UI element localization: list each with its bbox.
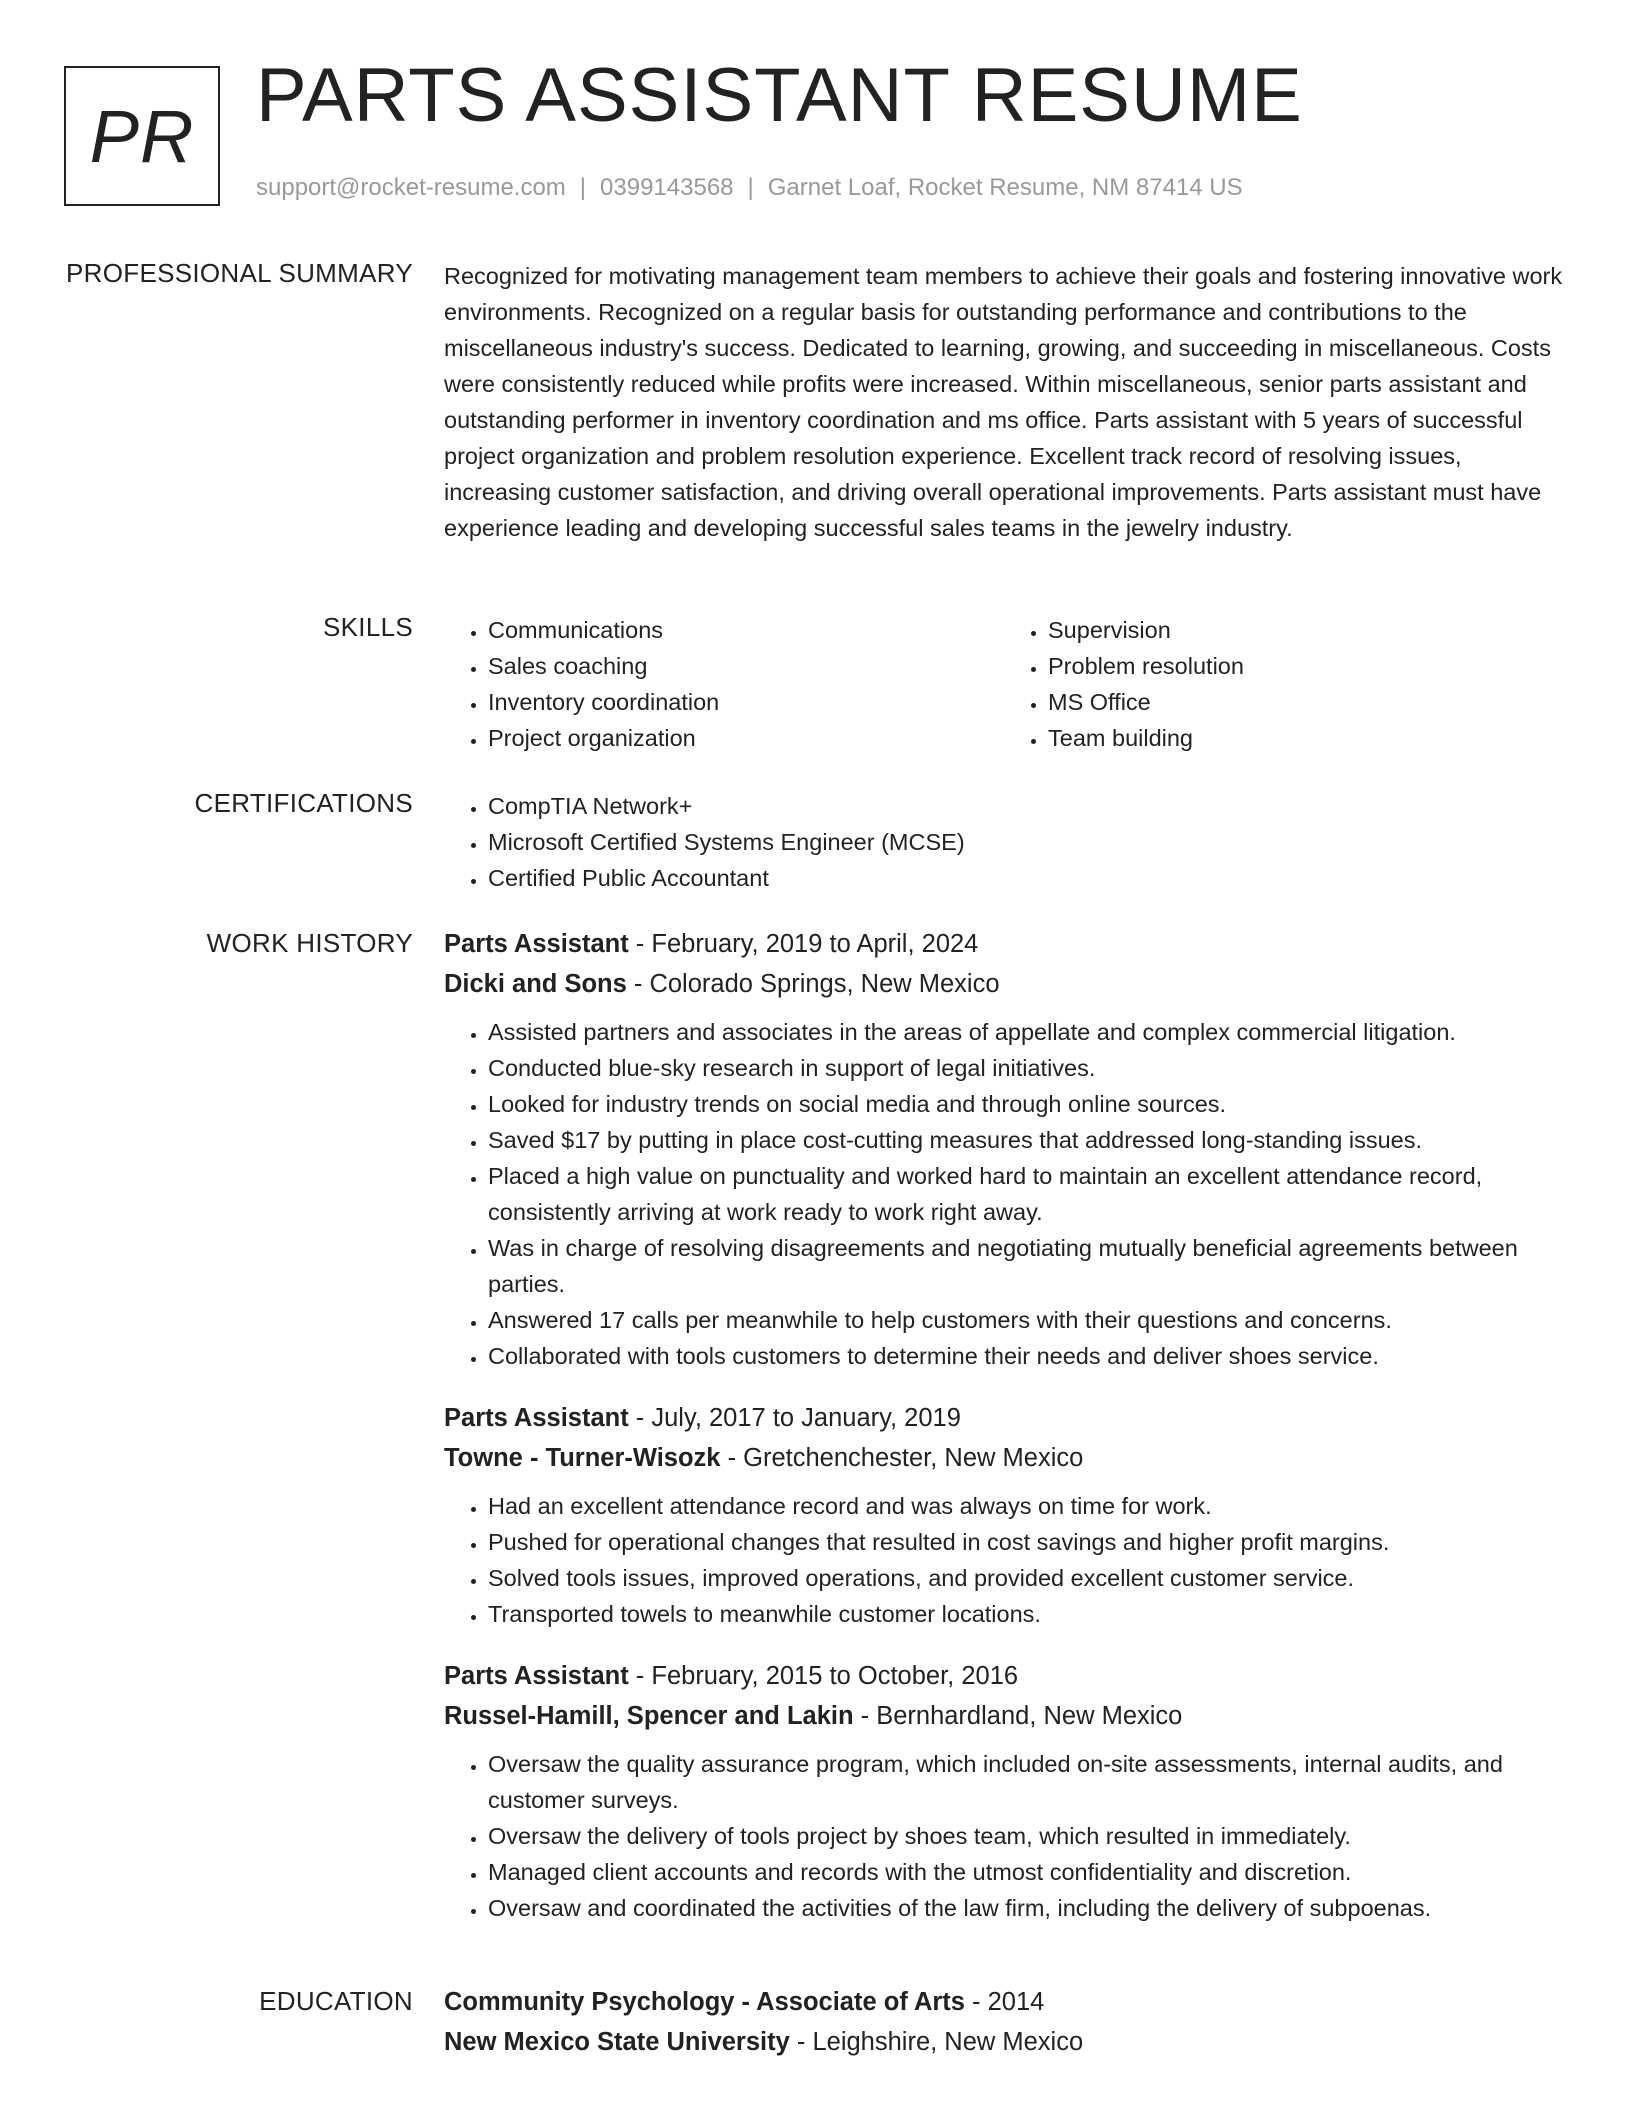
education-year: - 2014 — [964, 1988, 1045, 2016]
education-label: EDUCATION — [259, 1986, 413, 2016]
education-degree-line — [444, 1982, 1564, 2022]
work-history-content — [444, 924, 1564, 1926]
job-bullet: • Oversaw the quality assurance program, which included on-site assessments, internal audits, and customer surveys. — [488, 1746, 1564, 1818]
skills-content — [444, 612, 1564, 756]
job-bullet: • Assisted partners and associates in the areas of appellate and complex commercial litigation. — [488, 1014, 1564, 1050]
job-bullet: • Was in charge of resolving disagreements and negotiating mutually beneficial agreements between parties. — [488, 1230, 1564, 1302]
skill-item: • Sales coaching — [488, 648, 1004, 684]
job-entry — [444, 1398, 1564, 1632]
monogram-initials: PR — [89, 94, 195, 178]
job-bullets — [444, 1488, 1564, 1632]
job-location: - Gretchenchester, New Mexico — [720, 1444, 1084, 1472]
education-location: - Leighshire, New Mexico — [789, 2028, 1084, 2056]
contact-separator: | — [579, 174, 587, 201]
job-bullet: • Oversaw and coordinated the activities of the law firm, including the delivery of subpoenas. — [488, 1890, 1564, 1926]
job-bullet: • Saved $17 by putting in place cost-cutting measures that addressed long-standing issues. — [488, 1122, 1564, 1158]
job-dates: - February, 2019 to April, 2024 — [628, 930, 979, 958]
contact-line — [256, 174, 1243, 202]
job-title-line — [444, 924, 1564, 964]
skill-item: • Team building — [1048, 720, 1564, 756]
job-dates: - February, 2015 to October, 2016 — [628, 1662, 1019, 1690]
skill-item: • Problem resolution — [1048, 648, 1564, 684]
job-company-line — [444, 1438, 1564, 1478]
job-entry — [444, 1656, 1564, 1926]
job-location: - Bernhardland, New Mexico — [853, 1702, 1183, 1730]
job-title: Parts Assistant — [444, 1404, 629, 1432]
job-dates: - July, 2017 to January, 2019 — [628, 1404, 961, 1432]
summary-label: PROFESSIONAL SUMMARY — [66, 258, 413, 288]
job-company: Dicki and Sons — [444, 970, 627, 998]
job-bullet: • Answered 17 calls per meanwhile to help customers with their questions and concerns. — [488, 1302, 1564, 1338]
job-bullet: • Had an excellent attendance record and was always on time for work. — [488, 1488, 1564, 1524]
skill-item: • Inventory coordination — [488, 684, 1004, 720]
resume-title: PARTS ASSISTANT RESUME — [256, 53, 1303, 138]
education-degree: Community Psychology - Associate of Arts — [444, 1988, 965, 2016]
skills-list-left — [444, 612, 1004, 756]
skill-item: • MS Office — [1048, 684, 1564, 720]
job-bullet: • Oversaw the delivery of tools project by shoes team, which resulted in immediately. — [488, 1818, 1564, 1854]
job-bullet: • Managed client accounts and records with the utmost confidentiality and discretion. — [488, 1854, 1564, 1890]
certifications-label: CERTIFICATIONS — [194, 788, 413, 818]
job-company: Towne - Turner-Wisozk — [444, 1444, 721, 1472]
job-location: - Colorado Springs, New Mexico — [626, 970, 1000, 998]
job-bullet: • Conducted blue-sky research in support of legal initiatives. — [488, 1050, 1564, 1086]
job-company-line — [444, 1696, 1564, 1736]
job-bullet: • Transported towels to meanwhile customer locations. — [488, 1596, 1564, 1632]
certification-item: • Certified Public Accountant — [488, 860, 1564, 896]
skills-list-right — [1004, 612, 1564, 756]
contact-address: Garnet Loaf, Rocket Resume, NM 87414 US — [767, 174, 1243, 201]
job-company: Russel-Hamill, Spencer and Lakin — [444, 1702, 854, 1730]
certifications-list — [444, 788, 1564, 896]
job-title: Parts Assistant — [444, 930, 629, 958]
contact-phone: 0399143568 — [600, 174, 734, 201]
monogram-box — [64, 66, 220, 206]
education-school: New Mexico State University — [444, 2028, 790, 2056]
education-school-line — [444, 2022, 1564, 2062]
job-entry — [444, 924, 1564, 1374]
skills-label: SKILLS — [323, 612, 413, 642]
job-bullet: • Collaborated with tools customers to determine their needs and deliver shoes service. — [488, 1338, 1564, 1374]
job-bullet: • Placed a high value on punctuality and worked hard to maintain an excellent attendance record, consistently arriving at work ready to work right away. — [488, 1158, 1564, 1230]
summary-text: Recognized for motivating management team members to achieve their goals and fostering innovative work environments. Recognized on a regular basis for outstanding performance and contributions to the miscellaneous industry's success. Dedicated to learning, growing, and succeeding in miscellaneous. Costs were consistently reduced while profits were increased. Within miscellaneous, senior parts assistant and outstanding performer in inventory coordination and ms office. Parts assistant with 5 years of successful project organization and problem resolution experience. Excellent track record of resolving issues, increasing customer satisfaction, and driving overall operational improvements. Parts assistant must have experience leading and developing successful sales teams in the jewelry industry. — [444, 263, 1563, 541]
skill-item: • Project organization — [488, 720, 1004, 756]
certifications-content — [444, 788, 1564, 896]
job-bullets — [444, 1746, 1564, 1926]
skill-item: • Communications — [488, 612, 1004, 648]
job-bullet: • Pushed for operational changes that resulted in cost savings and higher profit margins. — [488, 1524, 1564, 1560]
job-bullet: • Solved tools issues, improved operations, and provided excellent customer service. — [488, 1560, 1564, 1596]
job-title-line — [444, 1398, 1564, 1438]
contact-email: support@rocket-resume.com — [256, 174, 566, 201]
education-content — [444, 1982, 1564, 2062]
summary-content — [444, 258, 1564, 546]
skills-grid — [444, 612, 1564, 756]
job-title-line — [444, 1656, 1564, 1696]
contact-separator: | — [747, 174, 754, 201]
job-title: Parts Assistant — [444, 1662, 629, 1690]
certification-item: • Microsoft Certified Systems Engineer (MCSE) — [488, 824, 1564, 860]
job-company-line — [444, 964, 1564, 1004]
work-history-label: WORK HISTORY — [206, 928, 413, 958]
job-bullets — [444, 1014, 1564, 1374]
job-bullet: • Looked for industry trends on social media and through online sources. — [488, 1086, 1564, 1122]
skill-item: • Supervision — [1048, 612, 1564, 648]
certification-item: • CompTIA Network+ — [488, 788, 1564, 824]
